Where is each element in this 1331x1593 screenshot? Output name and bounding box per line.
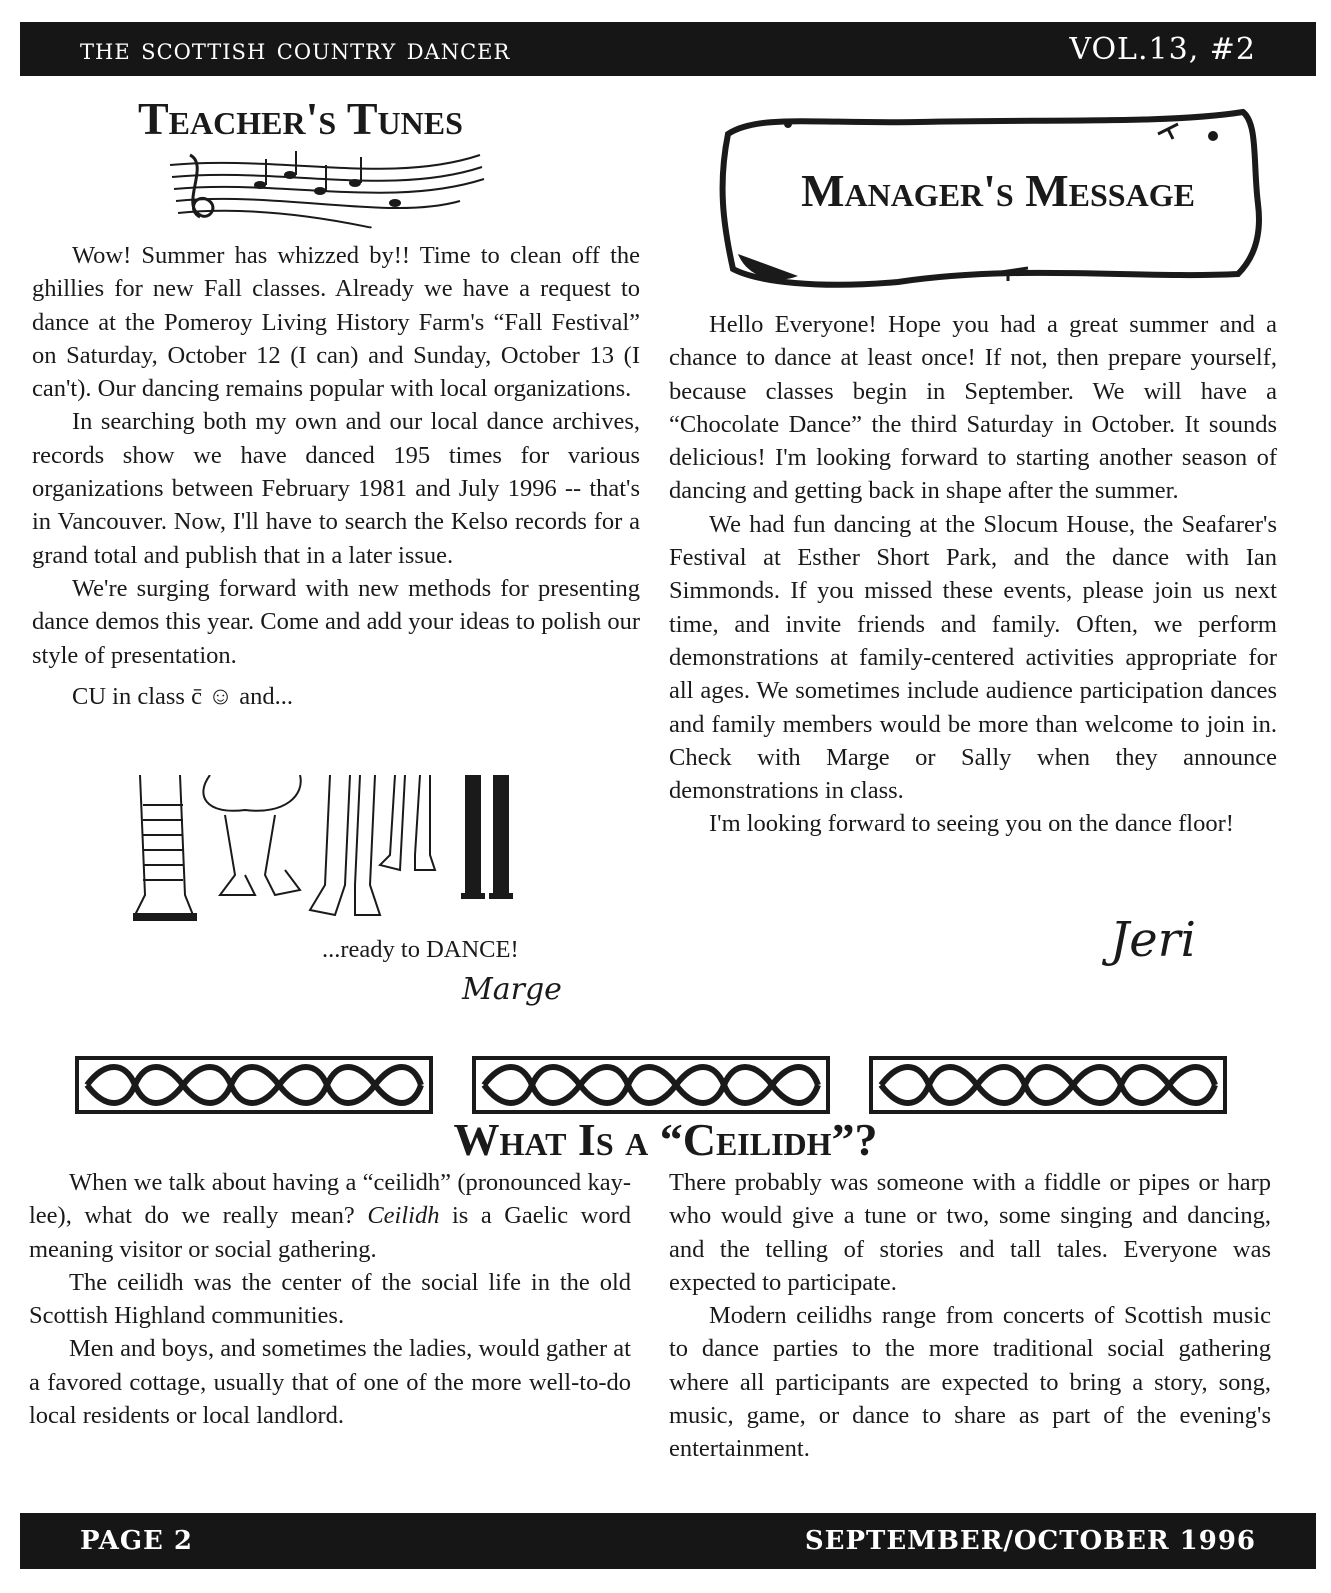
paragraph: The ceilidh was the center of the social life in the old Scottish Highland communities.	[29, 1268, 631, 1330]
paragraph: Men and boys, and sometimes the ladies, would gather at a favored cottage, usually that of one of the more well-to-do local residents or local landlord.	[29, 1335, 631, 1430]
celtic-knot-border	[472, 1056, 830, 1114]
closing-line: CU in class c̄ ☺ and...	[72, 682, 293, 710]
celtic-knot-border	[75, 1056, 433, 1114]
paragraph: Modern ceilidhs range from concerts of Scottish music to dance parties to the more traditional social gathering where all participants are expected to bring a story, song, music, game, or dance to share as part of the evening's entertainment.	[669, 1302, 1271, 1463]
dancer-legs-illustration	[125, 775, 545, 935]
newsletter-header	[20, 22, 1316, 76]
paragraph: In searching both my own and our local dance archives, records show we have danced 195 times for various organizations between February 1981 and July 1996 -- that's in Vancouver. Now, I'll have to search the Kelso records for a grand total and publish that in a later issue.	[32, 408, 640, 569]
text-run: is a Gaelic word meaning visitor or social gathering.	[29, 1202, 632, 1263]
volume-label: VOL.13, #2	[1069, 31, 1256, 67]
ceilidh-title: What Is a “Ceilidh”?	[453, 1114, 878, 1165]
ceilidh-italic-word: Ceilidh	[367, 1202, 440, 1230]
issue-date: SEPTEMBER/OCTOBER 1996	[804, 1526, 1256, 1556]
paragraph: Hello Everyone! Hope you had a great summer and a chance to dance at least once! If not, then prepare yourself, because classes begin in September. We will have a “Chocolate Dance” the third Saturday in October. It sounds delicious! I'm looking forward to starting another season of dancing and getting back in shape after the summer.	[669, 311, 1277, 505]
newsletter-title: the scottish country dancer	[80, 31, 511, 67]
teachers-tunes-title: Teacher's Tunes	[138, 93, 463, 144]
ready-to-dance-text: ...ready to DANCE!	[322, 936, 519, 963]
text-run: When we talk about having a “ceilidh” (pronounced kay-lee), what do we really mean?	[29, 1169, 631, 1230]
newsletter-footer	[20, 1513, 1316, 1569]
ceilidh-right-column	[669, 1166, 1271, 1466]
teachers-tunes-body	[32, 239, 640, 713]
paragraph: I'm looking forward to seeing you on the dance floor!	[709, 810, 1234, 838]
managers-message-body	[669, 308, 1277, 841]
paragraph	[29, 1166, 631, 1266]
managers-message-title: Manager's Message	[801, 165, 1195, 216]
paragraph: We're surging forward with new methods for presenting dance demos this year. Come and add your ideas to polish our style of presentation.	[32, 574, 640, 669]
signature-jeri: Jeri	[1110, 912, 1196, 968]
celtic-knot-border	[869, 1056, 1227, 1114]
paragraph: Wow! Summer has whizzed by!! Time to clean off the ghillies for new Fall classes. Already we have a request to dance at the Pomeroy Living History Farm's “Fall Festival” on Saturday, October 12 (I can) and Sunday, October 13 (I can't). Our dancing remains popular with local organizations.	[32, 242, 640, 403]
ceilidh-left-column	[29, 1166, 631, 1432]
signature-marge: Marge	[462, 972, 562, 1007]
paragraph: We had fun dancing at the Slocum House, the Seafarer's Festival at Esther Short Park, and the dance with Ian Simmonds. If you missed these events, please join us next time, and invite friends and family. Often, we perform demonstrations at family-centered activities appropriate for all ages. We sometimes include audience participation dances and family members would be more than welcome to join in. Check with Marge or Sally when they announce demonstrations in class.	[669, 510, 1277, 805]
paragraph: There probably was someone with a fiddle or pipes or harp who would give a tune or two, some singing and dancing, and the telling of stories and tall tales. Everyone was expected to participate.	[669, 1169, 1271, 1296]
scroll-banner	[718, 104, 1278, 298]
music-staff-icon	[160, 145, 500, 235]
page-number: PAGE 2	[80, 1526, 193, 1556]
